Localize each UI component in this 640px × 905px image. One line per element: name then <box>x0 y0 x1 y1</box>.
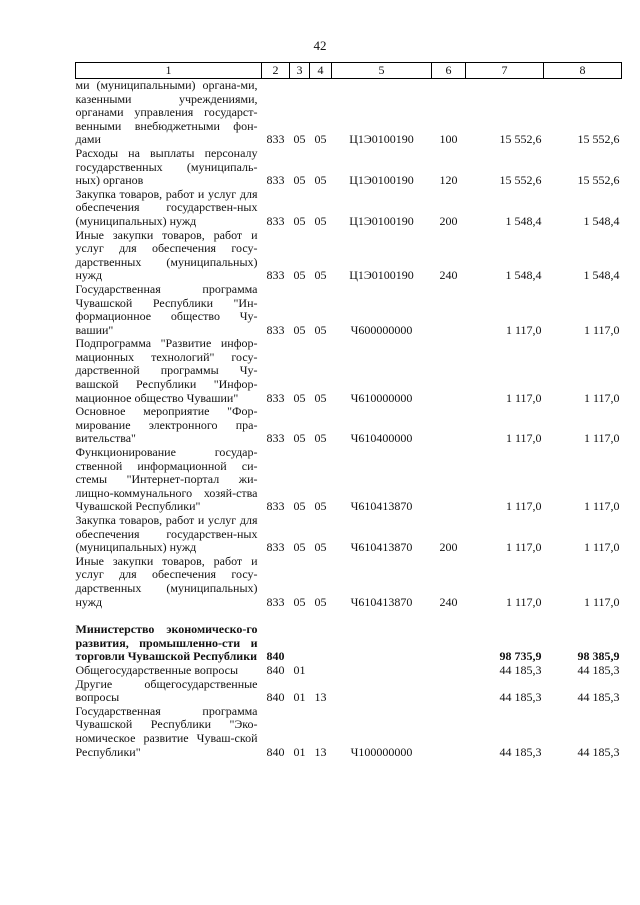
cell-target-article: Ч610000000 <box>350 390 413 405</box>
row-name: Функционирование государ-ственной информационной си-стемы "Интернет-портал жи-лищно-коммунального хозяй-ства Чувашской Республики" <box>75 445 258 514</box>
row-name: Расходы на выплаты персоналу государственных (муниципаль-ных) органов <box>75 145 258 188</box>
cell-target-article: Ч610413870 <box>350 594 413 609</box>
cell-subsection: 05 <box>314 431 327 446</box>
cell-expense-type <box>432 337 466 405</box>
column-header: 7 <box>466 63 544 79</box>
cell-amount-year1: 44 185,3 <box>499 662 542 677</box>
row-name: Государственная программа Чувашской Республики "Эко-номическое развитие Чуваш-ской Республики" <box>75 703 258 759</box>
cell-expense-type: 240 <box>439 594 458 609</box>
cell-amount-year2: 1 117,0 <box>583 499 620 514</box>
column-header: 5 <box>332 63 432 79</box>
cell-amount-year1: 98 735,9 <box>499 649 542 664</box>
table-row <box>76 147 622 188</box>
cell-ministry-code: 833 <box>266 322 285 337</box>
table-row <box>76 446 622 514</box>
row-name: Общегосударственные вопросы <box>75 662 239 677</box>
cell-amount-year2: 1 117,0 <box>583 390 620 405</box>
table-row <box>76 705 622 759</box>
cell-expense-type: 240 <box>439 268 458 283</box>
row-name: Министерство экономическо-го развития, промышленно-сти и торговли Чувашской Республики <box>75 622 258 664</box>
cell-ministry-code: 833 <box>266 540 285 555</box>
row-name: ми (муниципальными) органа-ми, казенными учреждениями, органами управления государст-венными внебюджетными фон-дами <box>75 78 258 147</box>
cell-amount-year2: 1 117,0 <box>583 431 620 446</box>
cell-amount-year1: 1 548,4 <box>505 213 542 228</box>
row-name: Закупка товаров, работ и услуг для обеспечения государствен-ных (муниципальных) нужд <box>75 513 258 555</box>
column-header: 4 <box>310 63 332 79</box>
cell-subsection <box>310 623 332 664</box>
cell-amount-year2: 44 185,3 <box>577 662 620 677</box>
row-name: Подпрограмма "Развитие инфор-мационных технологий" госу-дарственной программы Чу-вашской Республики "Инфор-мационное общество Чувашии" <box>75 336 258 405</box>
cell-expense-type: 120 <box>439 173 458 188</box>
cell-subsection: 05 <box>314 540 327 555</box>
cell-subsection: 05 <box>314 213 327 228</box>
table-row <box>76 188 622 229</box>
cell-amount-year2: 44 185,3 <box>577 690 620 705</box>
cell-ministry-code: 833 <box>266 594 285 609</box>
cell-ministry-code: 840 <box>266 662 285 677</box>
cell-expense-type <box>432 405 466 446</box>
cell-section: 05 <box>293 390 306 405</box>
cell-amount-year1: 44 185,3 <box>499 690 542 705</box>
row-name: Иные закупки товаров, работ и услуг для обеспечения госу-дарственных (муниципальных) нужд <box>75 553 258 609</box>
table-row <box>76 283 622 337</box>
table-row <box>76 79 622 147</box>
cell-target-article <box>332 664 432 678</box>
table-row <box>76 623 622 664</box>
cell-amount-year1: 1 117,0 <box>505 322 542 337</box>
cell-target-article: Ч100000000 <box>350 744 413 759</box>
column-header: 1 <box>76 63 262 79</box>
cell-expense-type <box>432 623 466 664</box>
cell-amount-year2: 15 552,6 <box>577 173 620 188</box>
cell-amount-year2: 98 385,9 <box>577 649 620 664</box>
table-row <box>76 229 622 283</box>
cell-target-article: Ч610413870 <box>350 540 413 555</box>
cell-subsection: 05 <box>314 173 327 188</box>
cell-subsection: 05 <box>314 499 327 514</box>
spacer-row <box>76 609 622 623</box>
cell-ministry-code: 833 <box>266 132 285 147</box>
cell-amount-year1: 1 548,4 <box>505 268 542 283</box>
cell-section: 05 <box>293 173 306 188</box>
cell-amount-year1: 1 117,0 <box>505 390 542 405</box>
cell-subsection: 05 <box>314 594 327 609</box>
cell-ministry-code: 833 <box>266 499 285 514</box>
cell-subsection: 05 <box>314 322 327 337</box>
cell-expense-type: 200 <box>439 213 458 228</box>
table-row <box>76 405 622 446</box>
cell-expense-type <box>432 446 466 514</box>
cell-ministry-code: 840 <box>266 649 285 664</box>
cell-amount-year1: 15 552,6 <box>499 173 542 188</box>
cell-subsection: 05 <box>314 268 327 283</box>
cell-section <box>290 623 310 664</box>
column-header: 8 <box>544 63 622 79</box>
cell-target-article: Ц1Э0100190 <box>349 173 414 188</box>
table-body <box>76 79 622 760</box>
cell-target-article: Ц1Э0100190 <box>349 132 414 147</box>
cell-amount-year2: 1 117,0 <box>583 540 620 555</box>
cell-section: 05 <box>293 594 306 609</box>
cell-target-article: Ц1Э0100190 <box>349 213 414 228</box>
cell-target-article: Ч600000000 <box>350 322 413 337</box>
cell-ministry-code: 833 <box>266 390 285 405</box>
cell-target-article <box>332 623 432 664</box>
cell-amount-year2: 44 185,3 <box>577 744 620 759</box>
cell-section: 01 <box>293 662 306 677</box>
cell-amount-year1: 1 117,0 <box>505 431 542 446</box>
cell-amount-year2: 1 117,0 <box>583 594 620 609</box>
row-name: Государственная программа Чувашской Республики "Ин-формационное общество Чу-вашии" <box>75 281 258 337</box>
row-name: Закупка товаров, работ и услуг для обеспечения государствен-ных (муниципальных) нужд <box>75 186 258 228</box>
cell-expense-type: 100 <box>439 132 458 147</box>
table-row <box>76 555 622 609</box>
cell-subsection: 13 <box>314 690 327 705</box>
cell-amount-year1: 15 552,6 <box>499 132 542 147</box>
column-header: 6 <box>432 63 466 79</box>
cell-ministry-code: 833 <box>266 268 285 283</box>
cell-subsection: 05 <box>314 390 327 405</box>
page-number: 42 <box>313 38 327 53</box>
cell-target-article <box>332 678 432 705</box>
cell-ministry-code: 833 <box>266 431 285 446</box>
cell-amount-year2: 1 548,4 <box>583 268 620 283</box>
cell-subsection <box>310 664 332 678</box>
spacer-cell <box>76 609 622 623</box>
table-row <box>76 337 622 405</box>
cell-section: 05 <box>293 540 306 555</box>
table-row <box>76 514 622 555</box>
cell-section: 05 <box>293 268 306 283</box>
cell-amount-year1: 1 117,0 <box>505 540 542 555</box>
cell-section: 05 <box>293 499 306 514</box>
cell-section: 01 <box>293 690 306 705</box>
cell-ministry-code: 840 <box>266 690 285 705</box>
row-name: Основное мероприятие "Фор-мирование электронного пра-вительства" <box>75 404 258 446</box>
table-row <box>76 678 622 705</box>
cell-ministry-code: 833 <box>266 213 285 228</box>
cell-section: 05 <box>293 132 306 147</box>
cell-target-article: Ц1Э0100190 <box>349 268 414 283</box>
table-row <box>76 664 622 678</box>
cell-target-article: Ч610413870 <box>350 499 413 514</box>
cell-amount-year2: 15 552,6 <box>577 132 620 147</box>
row-name: Иные закупки товаров, работ и услуг для обеспечения госу-дарственных (муниципальных) нужд <box>75 227 258 283</box>
row-name: Другие общегосударственные вопросы <box>75 676 258 705</box>
cell-amount-year1: 1 117,0 <box>505 499 542 514</box>
cell-expense-type <box>432 664 466 678</box>
cell-expense-type <box>432 705 466 759</box>
cell-amount-year2: 1 117,0 <box>583 322 620 337</box>
table-header-row <box>76 63 622 79</box>
cell-expense-type <box>432 678 466 705</box>
cell-section: 05 <box>293 213 306 228</box>
cell-ministry-code: 840 <box>266 744 285 759</box>
budget-table <box>75 62 622 759</box>
cell-section: 05 <box>293 322 306 337</box>
column-header: 3 <box>290 63 310 79</box>
cell-expense-type <box>432 283 466 337</box>
cell-section: 01 <box>293 744 306 759</box>
cell-subsection: 05 <box>314 132 327 147</box>
column-header: 2 <box>262 63 290 79</box>
cell-ministry-code: 833 <box>266 173 285 188</box>
cell-amount-year1: 1 117,0 <box>505 594 542 609</box>
cell-subsection: 13 <box>314 744 327 759</box>
cell-section: 05 <box>293 431 306 446</box>
cell-amount-year2: 1 548,4 <box>583 213 620 228</box>
cell-expense-type: 200 <box>439 540 458 555</box>
cell-target-article: Ч610400000 <box>350 431 413 446</box>
cell-amount-year1: 44 185,3 <box>499 744 542 759</box>
